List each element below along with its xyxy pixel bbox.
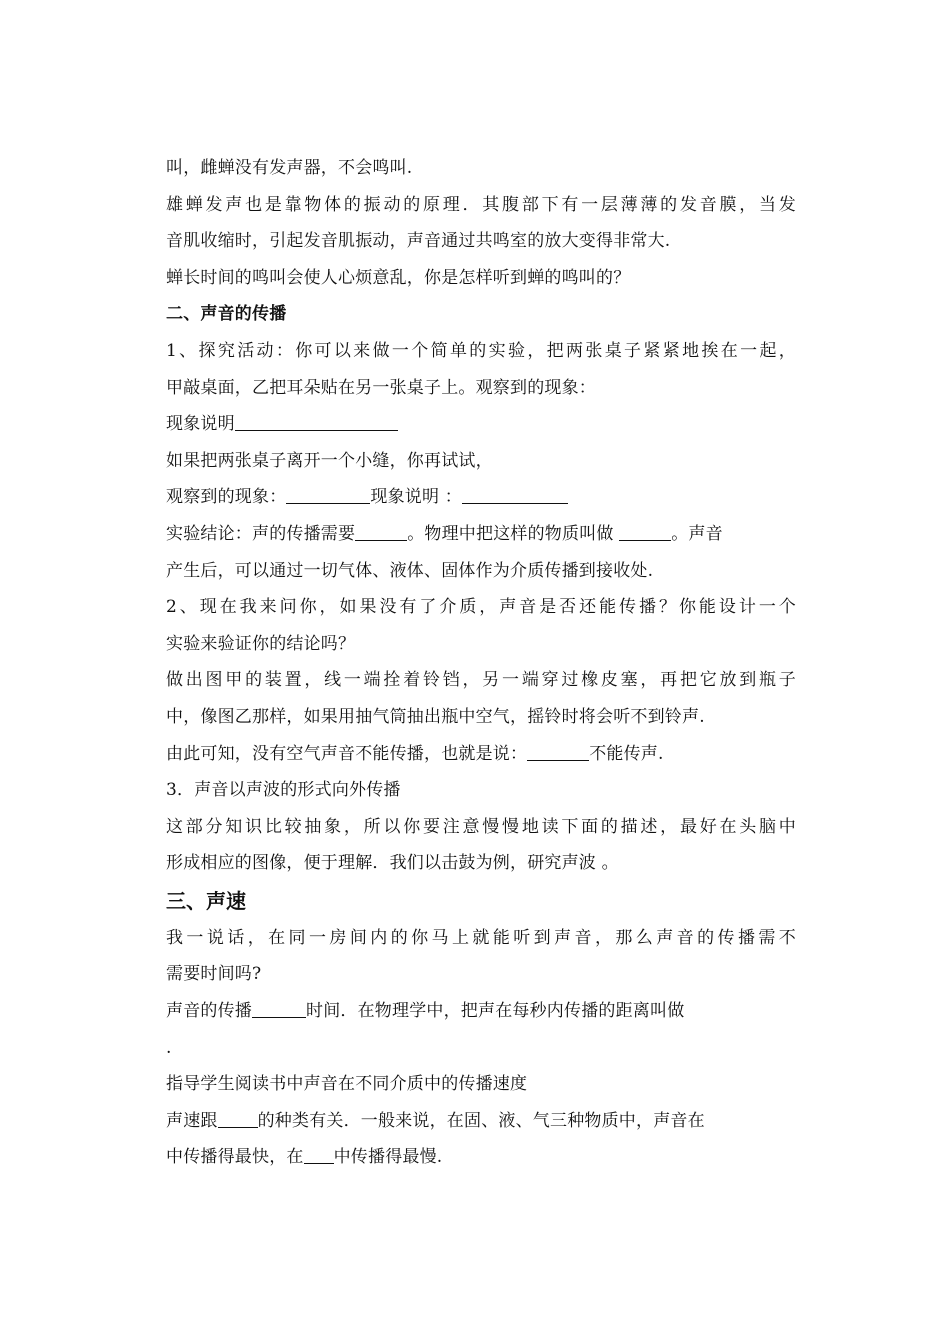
text-segment: 的种类有关．一般来说，在固、液、气三种物质中，声音在 [257,1110,705,1131]
section-heading-speed-of-sound: 三、声速 [166,888,246,913]
text-segment: 由此可知，没有空气声音不能传播，也就是说： [166,743,528,764]
text-line: 这部分知识比较抽象，所以你要注意慢慢地读下面的描述，最好在头脑中 [166,816,796,837]
section-heading-sound-propagation: 二、声音的传播 [166,304,287,325]
fill-in-line [166,993,796,1030]
text-line: 2、现在我来问你，如果没有了介质，声音是否还能传播？你能设计一个 [166,597,796,618]
text-line: 叫，雌蝉没有发声器，不会鸣叫. [166,158,413,178]
fill-in-line [166,1103,796,1140]
text-line: 我一说话，在同一房间内的你马上就能听到声音，那么声音的传播需不 [166,927,796,948]
text-segment: 声音的传播 [166,1001,252,1022]
text-segment: 声速跟 [166,1110,218,1131]
text-line: 中，像图乙那样，如果用抽气筒抽出瓶中空气，摇铃时将会听不到铃声. [166,706,705,727]
answer-blank[interactable] [286,483,370,504]
fill-in-line [166,516,796,553]
text-segment: 。声音 [671,523,723,544]
answer-blank[interactable] [252,997,306,1018]
answer-blank[interactable] [235,410,398,431]
text-line: 如果把两张桌子离开一个小缝，你再试试， [166,450,493,471]
text-line: 1、探究活动：你可以来做一个简单的实验，把两张桌子紧紧地挨在一起， [166,340,796,361]
text-line: 指导学生阅读书中声音在不同介质中的传播速度 [166,1074,528,1095]
text-segment: 现象说明 ： [370,487,463,508]
answer-blank[interactable] [218,1107,258,1128]
text-line: 做出图甲的装置，线一端拴着铃铛，另一端穿过橡皮塞，再把它放到瓶子 [166,670,796,691]
text-line: 雄蝉发声也是靠物体的振动的原理．其腹部下有一层薄薄的发音膜，当发 [166,194,796,215]
answer-blank[interactable] [619,520,671,541]
answer-blank[interactable] [527,740,589,761]
answer-blank[interactable] [355,520,407,541]
document-page [166,150,796,1176]
fill-in-line [166,736,796,773]
text-segment: 。物理中把这样的物质叫做 [407,523,620,544]
text-line: . [166,1037,172,1058]
text-segment: 不能传声. [589,743,664,764]
text-line: 音肌收缩时，引起发音肌振动，声音通过共鸣室的放大变得非常大. [166,231,671,252]
answer-blank[interactable] [462,483,568,504]
text-line: 形成相应的图像，便于理解．我们以击鼓为例，研究声波 。 [166,853,619,874]
text-segment: 时间．在物理学中，把声在每秒内传播的距离叫做 [306,1001,685,1022]
text-segment: 现象说明 [166,414,235,435]
text-line: 3．声音以声波的形式向外传播 [166,780,401,801]
text-segment: 实验结论：声的传播需要 [166,523,356,544]
text-segment: 观察到的现象： [166,487,287,508]
text-line: 甲敲桌面，乙把耳朵贴在另一张桌子上。观察到的现象： [166,377,596,398]
text-line: 需要时间吗? [166,964,262,985]
text-segment: 中传播得最慢. [333,1147,443,1168]
text-line: 产生后，可以通过一切气体、液体、固体作为介质传播到接收处. [166,560,654,581]
answer-blank[interactable] [304,1143,334,1164]
text-segment: 中传播得最快，在 [166,1147,304,1168]
fill-in-line [166,406,796,443]
text-line: 蝉长时间的鸣叫会使人心烦意乱，你是怎样听到蝉的鸣叫的？ [166,267,631,288]
fill-in-line [166,479,796,516]
fill-in-line [166,1139,796,1176]
text-line: 实验来验证你的结论吗？ [166,633,356,654]
